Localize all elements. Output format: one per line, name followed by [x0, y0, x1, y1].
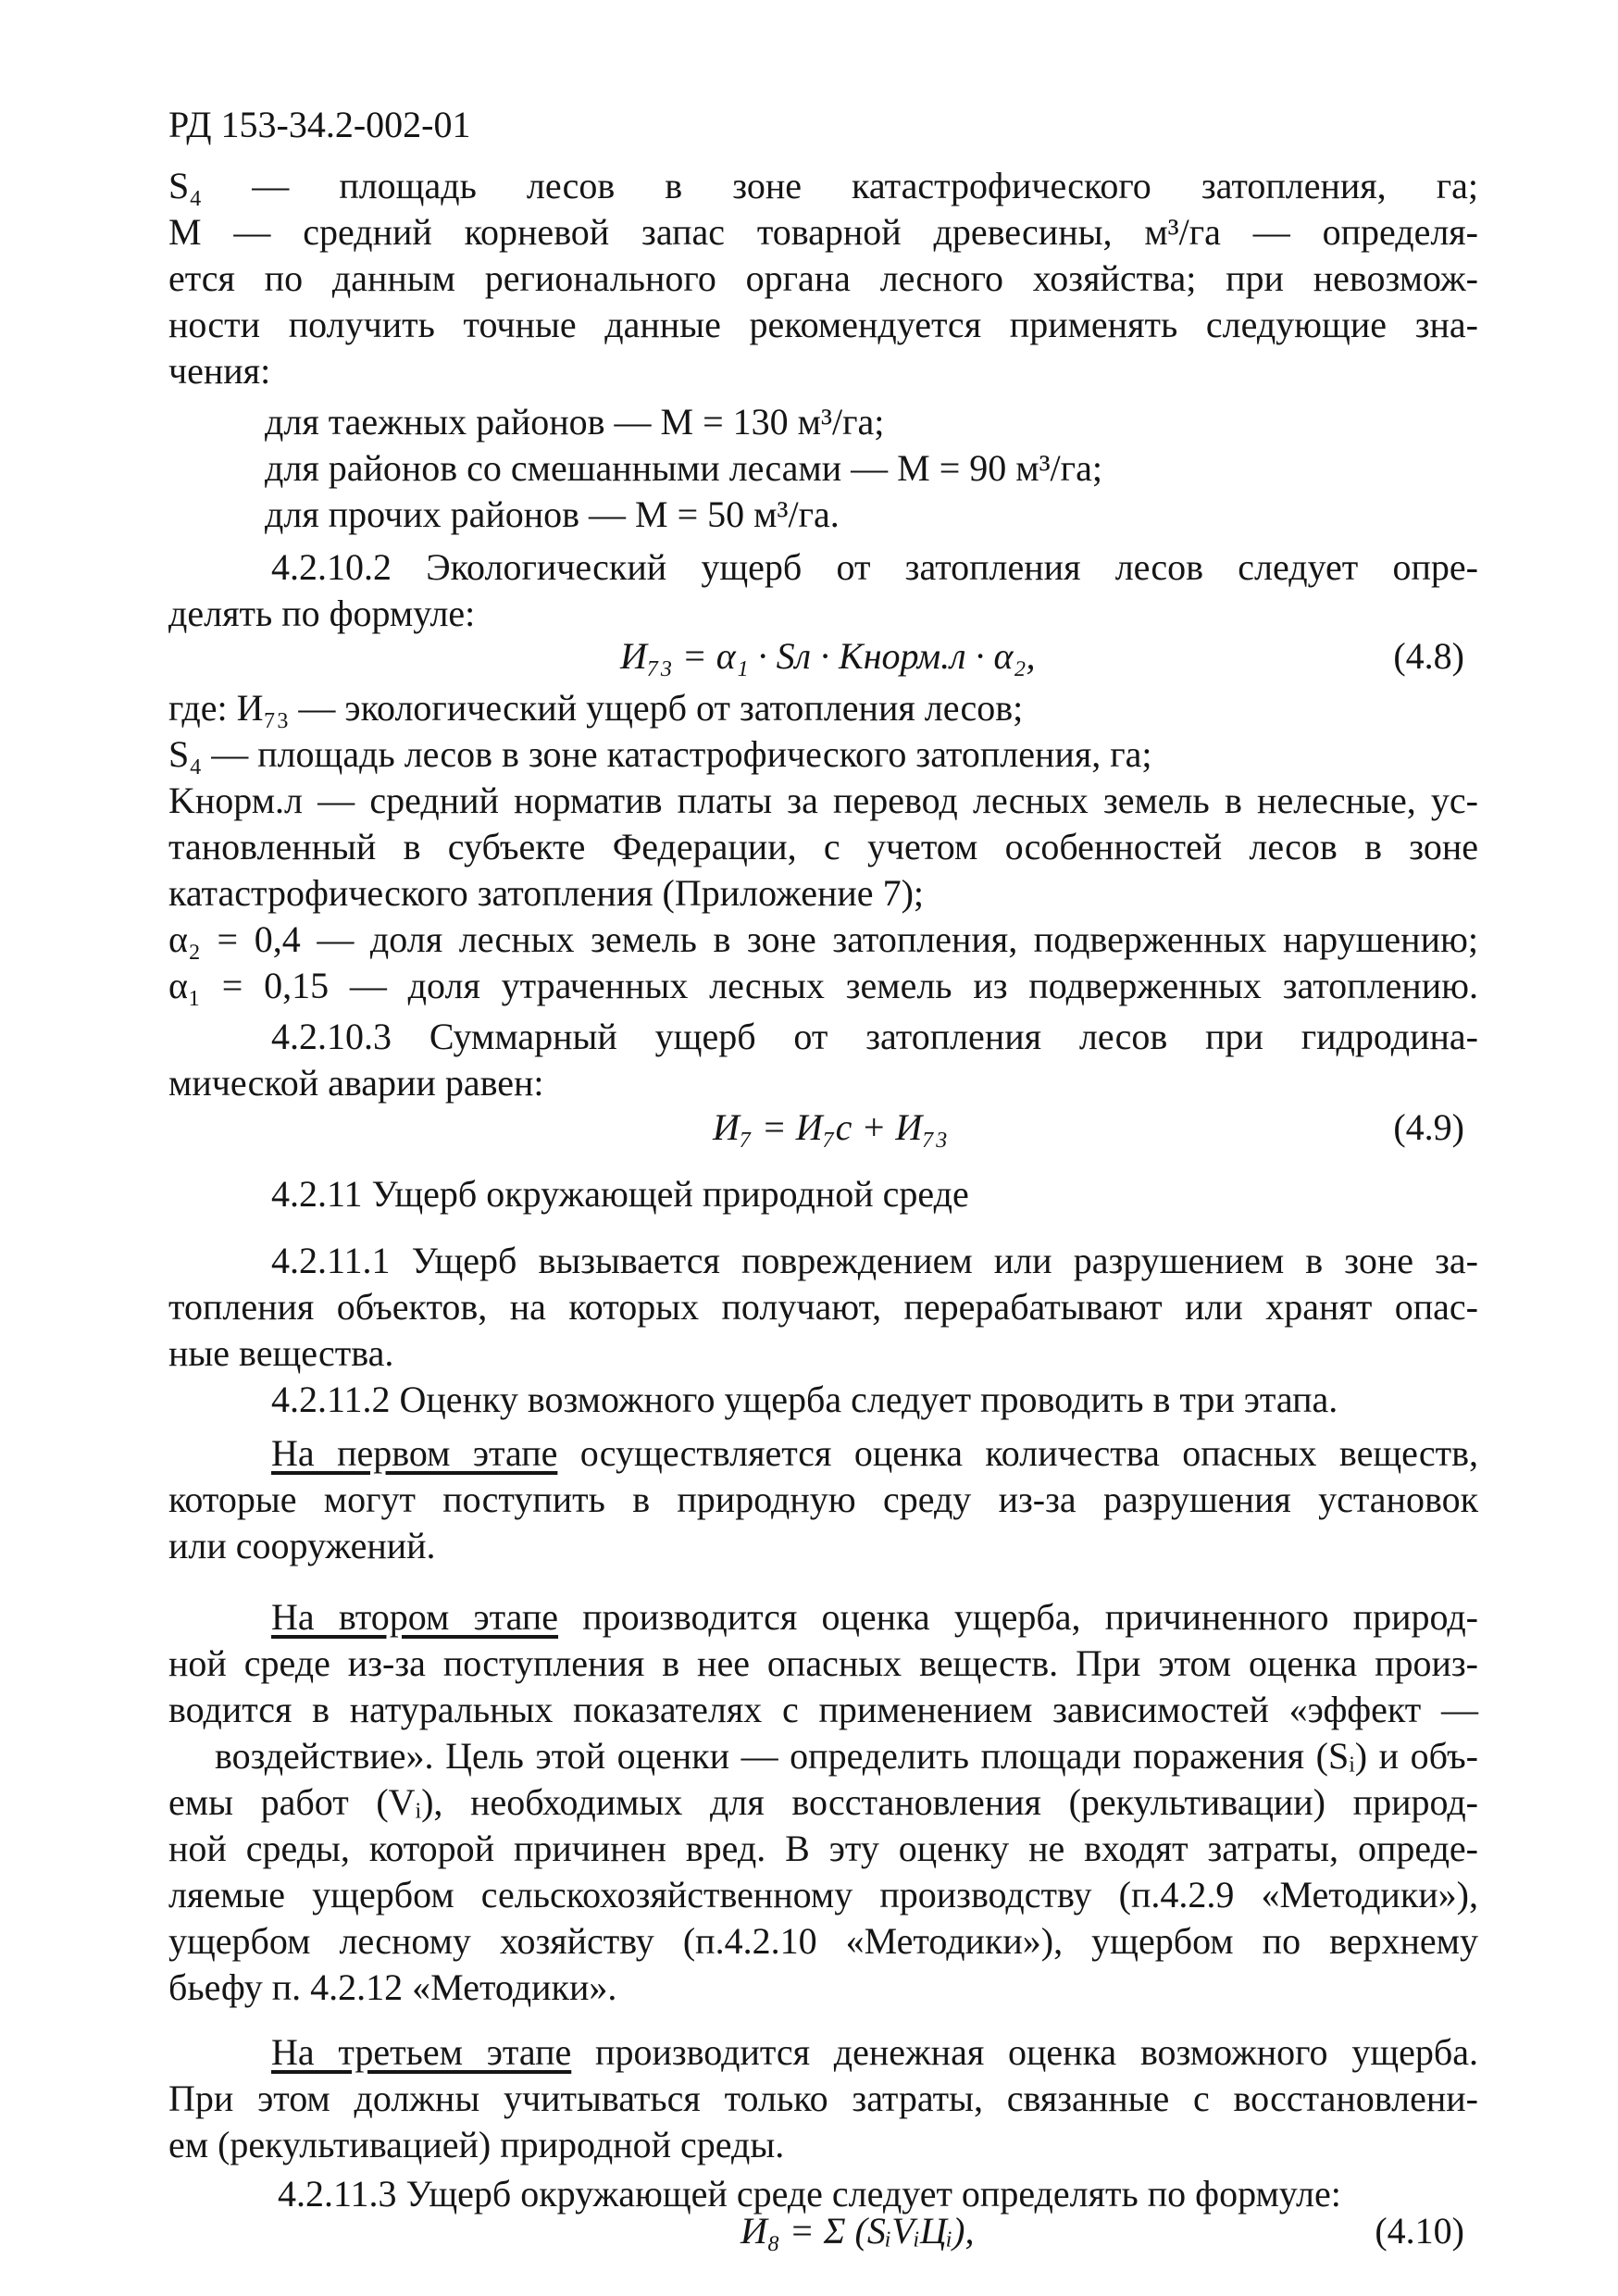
- formula-4-8: И₇₃ = α₁ · Sл · Kнорм.л · α₂,: [620, 635, 1036, 677]
- text-line: ется по данным регионального органа лесного хозяйства; при невозмож-: [168, 257, 1478, 299]
- text-line: катастрофического затопления (Приложение 7);: [168, 872, 924, 914]
- text-line: S₄ — площадь лесов в зоне катастрофического затопления, га;: [168, 165, 1478, 206]
- text-line: ем (рекультивацией) природной среды.: [168, 2124, 785, 2165]
- text-line: 4.2.10.3 Суммарный ущерб от затопления лесов при гидродина-: [271, 1016, 1478, 1057]
- text-line: S₄ — площадь лесов в зоне катастрофического затопления, га;: [168, 733, 1152, 775]
- text-line: воздействие». Цель этой оценки — определить площади поражения (Sᵢ) и объ-: [215, 1735, 1478, 1777]
- text-line: На втором этапе производится оценка ущерба, причиненного природ-: [271, 1596, 1479, 1638]
- text-line: ной среде из-за поступления в нее опасных веществ. При этом оценка произ-: [168, 1642, 1478, 1684]
- equation-number: (4.8): [1393, 635, 1464, 677]
- text-line: делять по формуле:: [168, 593, 476, 634]
- text-line: тановленный в субъекте Федерации, с учетом особенностей лесов в зоне: [168, 826, 1478, 867]
- text-line: 4.2.11.1 Ущерб вызывается повреждением или разрушением в зоне за-: [271, 1240, 1478, 1281]
- text-line: α₂ = 0,4 — доля лесных земель в зоне затопления, подверженных нарушению;: [168, 918, 1478, 960]
- text-line: 4.2.10.2 Экологический ущерб от затопления лесов следует опре-: [271, 546, 1478, 588]
- formula-4-9: И₇ = И₇с + И₇₃: [713, 1106, 949, 1148]
- text-line: ной среды, которой причинен вред. В эту оценку не входят затраты, опреде-: [168, 1828, 1478, 1869]
- formula-4-10: И₈ = Σ (SᵢVᵢЦᵢ),: [741, 2210, 975, 2252]
- text-line: На третьем этапе производится денежная оценка возможного ущерба.: [271, 2031, 1478, 2073]
- equation-number: (4.9): [1393, 1106, 1464, 1148]
- section-heading: 4.2.11 Ущерб окружающей природной среде: [271, 1173, 969, 1215]
- text-line: ущербом лесному хозяйству (п.4.2.10 «Методики»), ущербом по верхнему: [168, 1920, 1478, 1962]
- text-line: 4.2.11.3 Ущерб окружающей среде следует определять по формуле:: [278, 2173, 1341, 2215]
- page-header: РД 153-34.2-002-01: [168, 104, 471, 145]
- text-line: для районов со смешанными лесами — М = 90 м³/га;: [265, 447, 1102, 489]
- text-line: водится в натуральных показателях с применением зависимостей «эффект —: [168, 1689, 1478, 1730]
- text-line: При этом должны учитываться только затраты, связанные с восстановлени-: [168, 2078, 1478, 2119]
- text-line: для таежных районов — М = 130 м³/га;: [265, 401, 885, 443]
- stage-label: На первом этапе: [271, 1432, 558, 1474]
- text-line: бьефу п. 4.2.12 «Методики».: [168, 1966, 617, 2008]
- stage-label: На втором этапе: [271, 1596, 559, 1638]
- text-line: α₁ = 0,15 — доля утраченных лесных земель из подверженных затоплению.: [168, 965, 1478, 1006]
- stage-label: На третьем этапе: [271, 2031, 572, 2073]
- text-line: топления объектов, на которых получают, перерабатывают или хранят опас-: [168, 1286, 1478, 1328]
- text-line: ляемые ущербом сельскохозяйственному производству (п.4.2.9 «Методики»),: [168, 1874, 1478, 1915]
- text-line: которые могут поступить в природную среду из-за разрушения установок: [168, 1479, 1478, 1520]
- text-line: Kнорм.л — средний норматив платы за перевод лесных земель в нелесные, ус-: [168, 780, 1478, 821]
- text-line: чения:: [168, 350, 271, 392]
- text-line: емы работ (Vᵢ), необходимых для восстановления (рекультивации) природ-: [168, 1781, 1478, 1823]
- equation-number: (4.10): [1375, 2210, 1464, 2252]
- text-line: ные вещества.: [168, 1332, 394, 1374]
- text-line: На первом этапе осуществляется оценка количества опасных веществ,: [271, 1432, 1478, 1474]
- text-line: 4.2.11.2 Оценку возможного ущерба следует проводить в три этапа.: [271, 1379, 1338, 1420]
- text-line: М — средний корневой запас товарной древесины, м³/га — определя-: [168, 211, 1478, 253]
- text-line: мической аварии равен:: [168, 1062, 544, 1104]
- text-line: или сооружений.: [168, 1525, 436, 1566]
- text-line: где: И₇₃ — экологический ущерб от затопления лесов;: [168, 687, 1024, 729]
- text-line: для прочих районов — М = 50 м³/га.: [265, 493, 840, 535]
- text-line: ности получить точные данные рекомендуется применять следующие зна-: [168, 304, 1478, 345]
